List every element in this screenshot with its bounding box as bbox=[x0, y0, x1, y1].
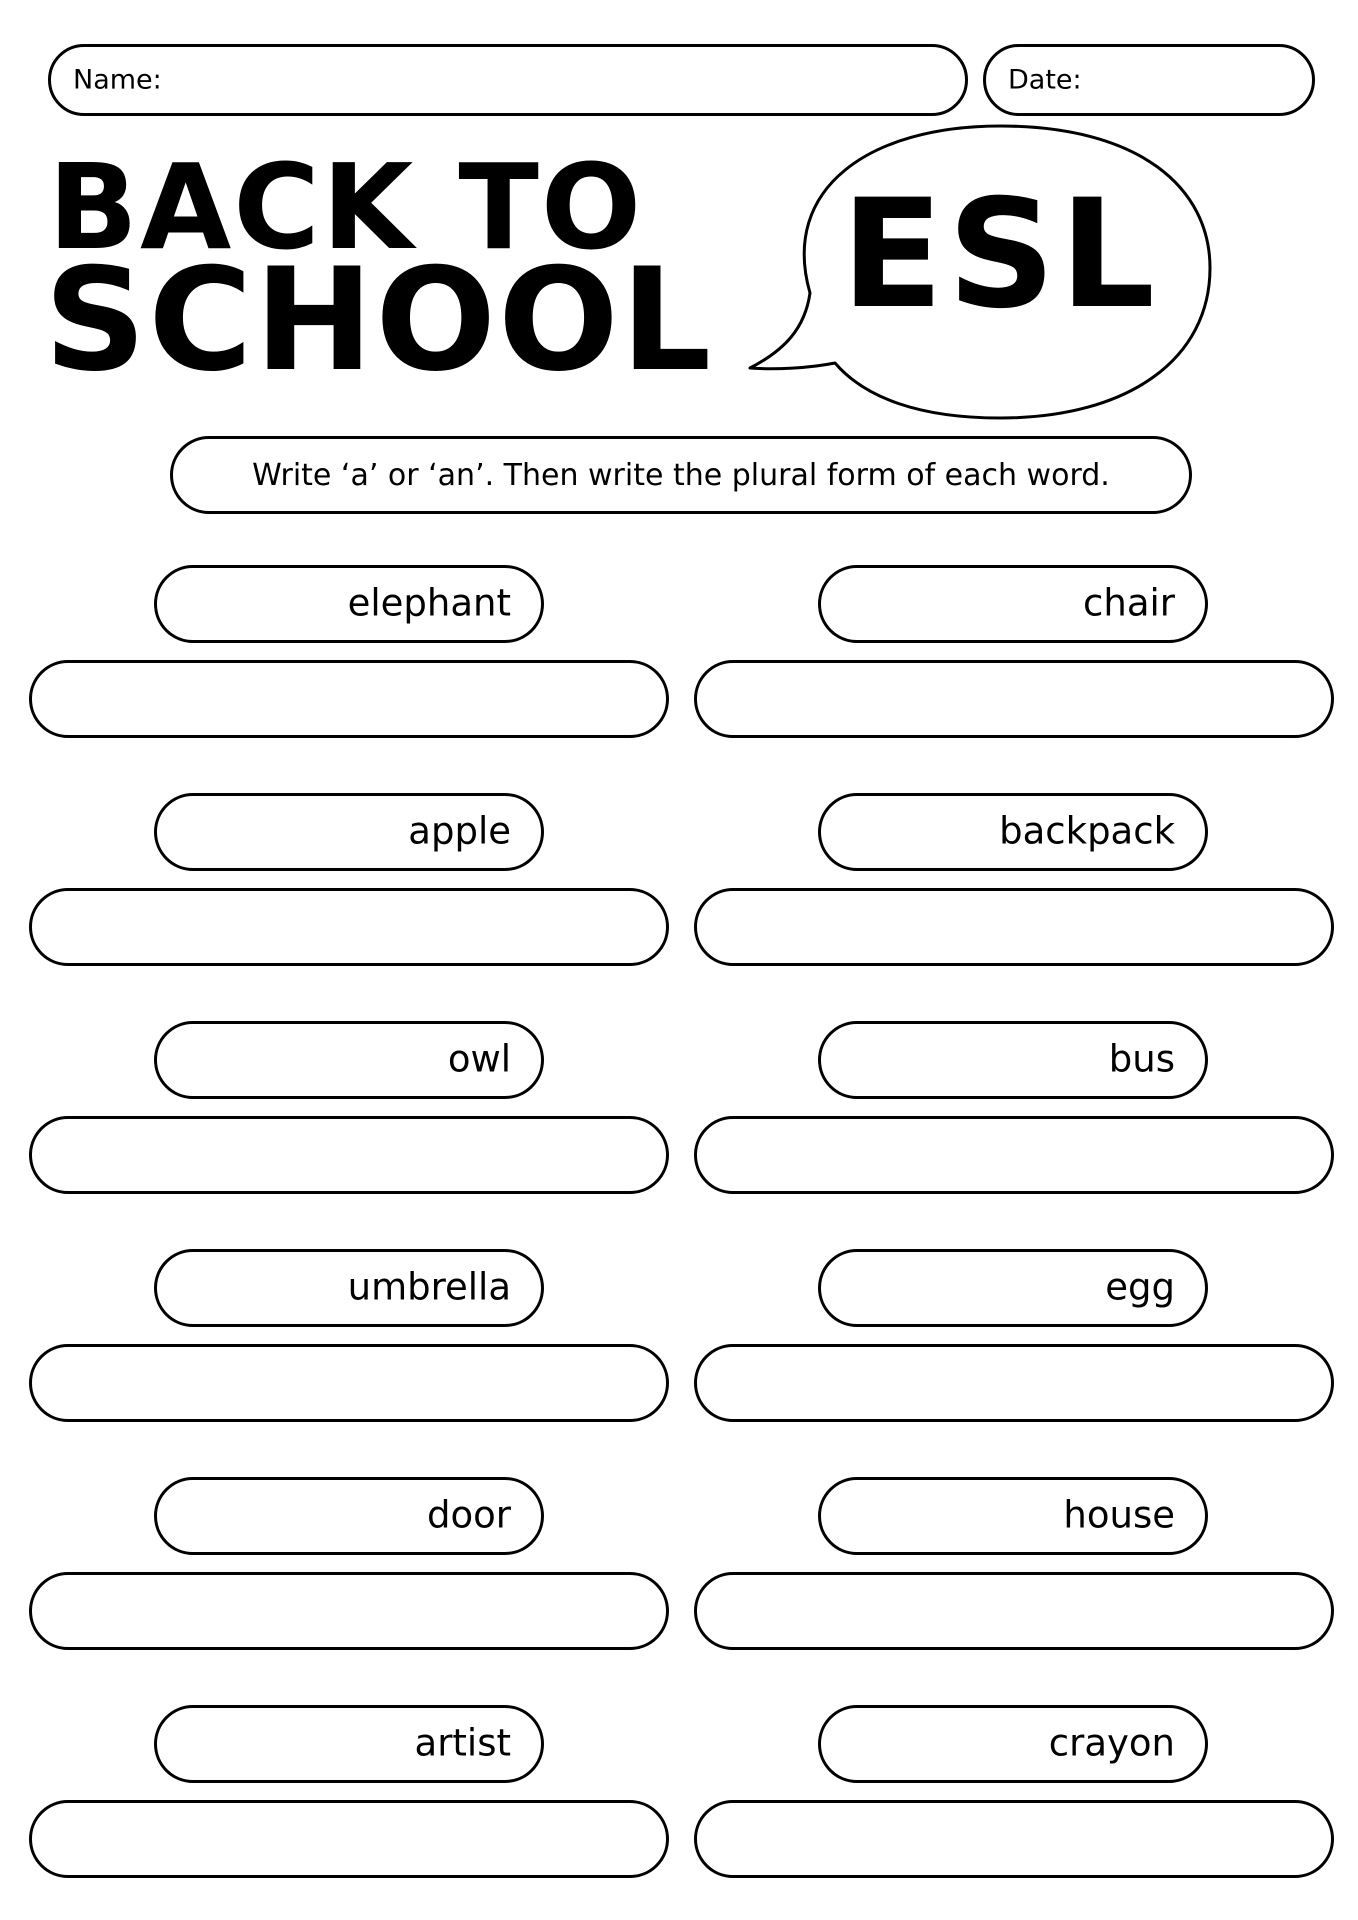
answer-field[interactable] bbox=[29, 1572, 669, 1650]
answer-field[interactable] bbox=[694, 1800, 1334, 1878]
word-pill bbox=[154, 1477, 544, 1555]
answer-field[interactable] bbox=[694, 1116, 1334, 1194]
word-label: egg bbox=[1105, 1265, 1175, 1309]
answer-field[interactable] bbox=[694, 660, 1334, 738]
esl-bubble-text: ESL bbox=[840, 168, 1160, 342]
answer-field[interactable] bbox=[29, 660, 669, 738]
name-label: Name: bbox=[73, 64, 162, 96]
title-line-school: SCHOOL bbox=[44, 238, 714, 403]
word-label: apple bbox=[408, 809, 511, 853]
word-pill bbox=[818, 1705, 1208, 1783]
date-label: Date: bbox=[1008, 64, 1082, 96]
answer-field[interactable] bbox=[29, 1800, 669, 1878]
word-pill bbox=[818, 565, 1208, 643]
date-field[interactable] bbox=[983, 44, 1315, 116]
word-label: bus bbox=[1108, 1037, 1175, 1081]
answer-field[interactable] bbox=[29, 1344, 669, 1422]
name-field[interactable] bbox=[48, 44, 968, 116]
word-pill bbox=[154, 1705, 544, 1783]
title-line-back-to: BACK TO bbox=[48, 138, 644, 276]
word-label: house bbox=[1063, 1493, 1175, 1537]
answer-field[interactable] bbox=[694, 1344, 1334, 1422]
word-label: backpack bbox=[999, 809, 1175, 853]
word-label: crayon bbox=[1048, 1721, 1175, 1765]
word-pill bbox=[818, 793, 1208, 871]
word-pill bbox=[154, 1249, 544, 1327]
word-pill bbox=[154, 1021, 544, 1099]
word-pill bbox=[818, 1477, 1208, 1555]
word-pill bbox=[818, 1249, 1208, 1327]
word-label: umbrella bbox=[347, 1265, 511, 1309]
word-pill bbox=[154, 565, 544, 643]
answer-field[interactable] bbox=[29, 888, 669, 966]
answer-field[interactable] bbox=[694, 1572, 1334, 1650]
answer-field[interactable] bbox=[29, 1116, 669, 1194]
instruction-text: Write ‘a’ or ‘an’. Then write the plural form of each word. bbox=[252, 457, 1110, 493]
word-label: elephant bbox=[347, 581, 511, 625]
word-label: chair bbox=[1083, 581, 1175, 625]
answer-field[interactable] bbox=[694, 888, 1334, 966]
word-label: artist bbox=[414, 1721, 511, 1765]
word-pill bbox=[818, 1021, 1208, 1099]
word-pill bbox=[154, 793, 544, 871]
word-label: door bbox=[427, 1493, 511, 1537]
instruction-box bbox=[170, 436, 1192, 514]
word-label: owl bbox=[447, 1037, 511, 1081]
